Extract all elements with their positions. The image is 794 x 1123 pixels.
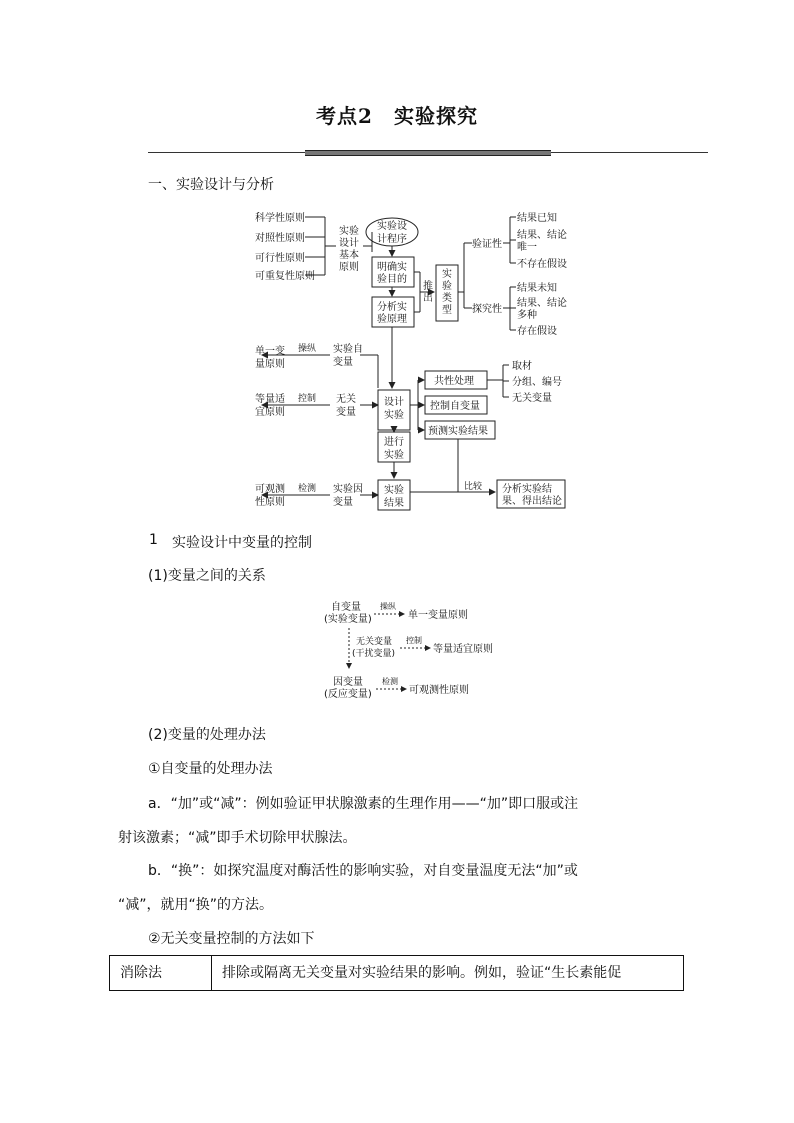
subheading-irrelevant: ②无关变量控制的方法如下	[148, 931, 315, 947]
verify-item: 不存在假设	[517, 259, 567, 270]
equal-principle-node: 等量适宜原则	[433, 644, 493, 655]
irrelevant-node: (干扰变量)	[352, 649, 396, 659]
control-indep-label: 控制自变量	[430, 401, 480, 412]
irrelevant-label: 无关	[336, 394, 356, 405]
detect-label: 检测	[298, 484, 317, 494]
predict-label: 预测实验结果	[428, 426, 488, 437]
conduct-label: 实验	[384, 450, 404, 461]
infer-label: 出	[423, 293, 433, 304]
observable-principle-node: 可观测性原则	[409, 685, 469, 696]
compare-label: 比较	[464, 482, 483, 492]
single-var-principle: 单一变	[255, 346, 285, 357]
observable-principle: 性原则	[255, 497, 285, 508]
section-heading: 一、实验设计与分析	[148, 177, 274, 193]
analyze-label: 验原理	[377, 314, 407, 325]
indep-var-label: 变量	[333, 357, 353, 368]
type-label: 型	[442, 305, 452, 316]
manipulate-label: 操纵	[298, 344, 317, 354]
item-heading: 实验设计中变量的控制	[172, 535, 312, 551]
basic-principles: 设计	[339, 238, 359, 249]
single-var-principle: 量原则	[255, 359, 285, 370]
indep-var-node: 自变量	[331, 602, 361, 613]
explore-label: 探究性	[472, 304, 502, 315]
paragraph-a-line2: 射该激素；“减”即手术切除甲状腺法。	[118, 830, 357, 846]
result-label: 实验	[384, 485, 404, 496]
page-title: 考点2 实验探究	[316, 104, 478, 128]
infer-label: 推	[423, 281, 433, 292]
type-label: 类	[442, 293, 452, 304]
irrelevant-node: 无关变量	[356, 637, 393, 647]
equal-principle: 宜原则	[255, 407, 285, 418]
clarify-label: 明确实	[377, 262, 407, 273]
indep-var-node: (实验变量)	[324, 614, 372, 625]
irrelevant-label: 变量	[336, 407, 356, 418]
subheading-indep: ①自变量的处理办法	[148, 761, 273, 777]
conclude-label: 分析实验结	[502, 484, 552, 495]
table-cell-desc: 排除或隔离无关变量对实验结果的影响。例如，验证“生长素能促	[222, 965, 622, 981]
basic-principles: 实验	[339, 226, 359, 237]
dep-var-node: 因变量	[333, 677, 363, 688]
indep-var-label: 实验自	[333, 344, 363, 355]
common-item: 取材	[512, 361, 532, 372]
method-table	[109, 955, 684, 991]
item-number: 1	[149, 532, 158, 548]
verify-label: 验证性	[472, 239, 502, 250]
explore-item: 结果、结论	[517, 298, 567, 309]
principle-label: 对照性原则	[255, 233, 305, 244]
principle-label: 可重复性原则	[255, 271, 315, 282]
paragraph-b-line2: “减”，就用“换”的方法。	[118, 897, 274, 913]
program-label: 计程序	[377, 234, 407, 245]
subheading-handling: (2)变量的处理办法	[148, 727, 266, 743]
analyze-label: 分析实	[377, 302, 407, 313]
explore-item: 存在假设	[517, 326, 557, 337]
design-label: 设计	[384, 397, 404, 408]
common-item: 分组、编号	[512, 377, 562, 388]
manipulate-label-2: 操纵	[380, 602, 396, 611]
observable-principle: 可观测	[255, 484, 285, 495]
verify-item: 唯一	[517, 242, 537, 253]
dep-var-node: (反应变量)	[324, 689, 372, 700]
conduct-label: 进行	[384, 437, 404, 448]
explore-item: 结果未知	[517, 283, 557, 294]
common-item: 无关变量	[512, 393, 552, 404]
dep-var-label: 实验因	[333, 484, 363, 495]
control-label-2: 控制	[406, 636, 422, 645]
explore-item: 多种	[517, 310, 537, 321]
type-label: 验	[442, 281, 452, 292]
subheading-relation: (1)变量之间的关系	[148, 568, 266, 584]
verify-item: 结果、结论	[517, 230, 567, 241]
program-label: 实验设	[377, 221, 407, 232]
principle-label: 科学性原则	[255, 213, 305, 224]
conclude-label: 果、得出结论	[502, 496, 562, 507]
control-label: 控制	[298, 394, 317, 404]
dep-var-label: 变量	[333, 497, 353, 508]
single-principle-node: 单一变量原则	[408, 610, 468, 621]
basic-principles: 原则	[339, 262, 359, 273]
paragraph-b-line1: b．“换”：如探究温度对酶活性的影响实验，对自变量温度无法“加”或	[148, 863, 578, 879]
clarify-label: 验目的	[377, 274, 407, 285]
basic-principles: 基本	[339, 250, 359, 261]
result-label: 结果	[384, 498, 404, 509]
design-label: 实验	[384, 410, 404, 421]
common-label: 共性处理	[434, 376, 474, 387]
principle-label: 可行性原则	[255, 253, 305, 264]
table-cell-method: 消除法	[110, 956, 212, 990]
equal-principle: 等量适	[255, 394, 285, 405]
detect-label-2: 检测	[382, 677, 398, 686]
type-label: 实	[442, 269, 452, 280]
paragraph-a-line1: a．“加”或“减”：例如验证甲状腺激素的生理作用——“加”即口服或注	[148, 796, 579, 812]
verify-item: 结果已知	[517, 213, 557, 224]
